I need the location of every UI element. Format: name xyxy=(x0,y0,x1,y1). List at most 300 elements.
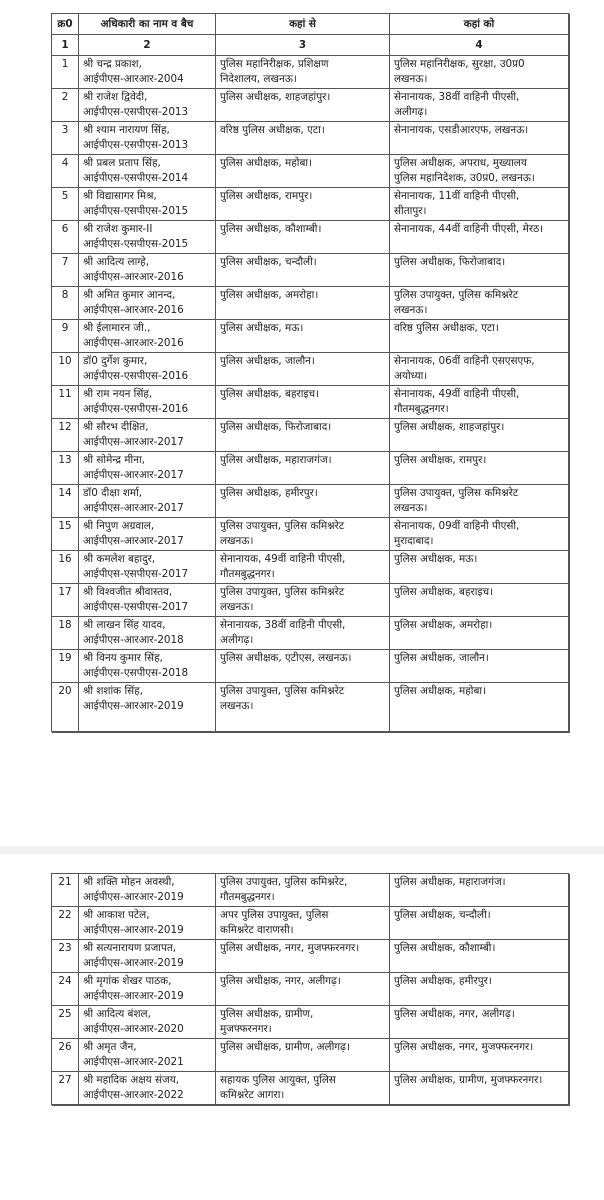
posting-from-line: पुलिस उपायुक्त, पुलिस कमिश्नरेट xyxy=(220,586,345,598)
officer-name-batch-line: श्री निपुण अग्रवाल, xyxy=(83,520,155,532)
officer-name-batch-line: आईपीएस-आरआर-2018 xyxy=(83,634,184,646)
header-to: कहां को xyxy=(390,14,569,35)
posting-from-line: पुलिस उपायुक्त, पुलिस कमिश्नरेट, xyxy=(220,876,348,888)
officer-name-batch-cell xyxy=(79,320,216,353)
officer-name-batch-cell xyxy=(79,353,216,386)
posting-to-line xyxy=(394,666,564,681)
posting-from-line: गौतमबुद्धनगर। xyxy=(220,568,275,580)
posting-to-line xyxy=(394,1055,564,1070)
posting-from-line xyxy=(220,138,385,153)
column-number: 3 xyxy=(216,35,390,56)
officer-name-batch-line: श्री विद्यासागर मिश्र, xyxy=(83,190,157,202)
posting-to-cell xyxy=(390,452,569,485)
posting-to-line: सेनानायक, 09वीं वाहिनी पीएसी, xyxy=(394,520,520,532)
posting-from-cell xyxy=(216,320,390,353)
posting-to-line xyxy=(394,138,564,153)
posting-from-line xyxy=(220,303,385,318)
posting-to-cell xyxy=(390,617,569,650)
officer-name-batch-line: श्री शक्ति मोहन अवस्थी, xyxy=(83,876,175,888)
posting-from-line: मुजफ्फरनगर। xyxy=(220,1023,272,1035)
officer-name-batch-cell xyxy=(79,617,216,650)
posting-from-cell xyxy=(216,973,390,1006)
posting-to-cell xyxy=(390,221,569,254)
posting-from-cell xyxy=(216,485,390,518)
posting-from-cell xyxy=(216,122,390,155)
posting-to-line: अलीगढ़। xyxy=(394,106,428,118)
table-row xyxy=(52,650,569,683)
posting-to-line xyxy=(394,956,564,971)
posting-to-cell xyxy=(390,874,569,907)
column-number: 1 xyxy=(52,35,79,56)
posting-from-cell xyxy=(216,89,390,122)
serial-number-cell: 22 xyxy=(52,907,79,940)
officer-name-batch-line: श्री विनय कुमार सिंह, xyxy=(83,652,163,664)
officer-name-batch-line: आईपीएस-एसपीएस-2016 xyxy=(83,370,189,382)
officer-name-batch-line: श्री सोमेन्द्र मीना, xyxy=(83,454,145,466)
posting-from-line xyxy=(220,105,385,120)
serial-number-cell: 23 xyxy=(52,940,79,973)
transfer-table-page-1 xyxy=(51,13,569,732)
officer-name-batch-line: श्री सौरभ दीक्षित, xyxy=(83,421,149,433)
posting-from-cell xyxy=(216,1006,390,1039)
table-row xyxy=(52,874,569,907)
posting-from-line xyxy=(220,435,385,450)
table-row xyxy=(52,386,569,419)
posting-from-line: पुलिस महानिरीक्षक, प्रशिक्षण xyxy=(220,58,329,70)
posting-from-cell xyxy=(216,551,390,584)
officer-name-batch-cell xyxy=(79,940,216,973)
table-row xyxy=(52,419,569,452)
serial-number-cell: 20 xyxy=(52,683,79,732)
posting-to-line: सेनानायक, 49वीं वाहिनी पीएसी, xyxy=(394,388,520,400)
posting-to-line xyxy=(394,1022,564,1037)
serial-number-cell: 12 xyxy=(52,419,79,452)
posting-from-line: पुलिस अधीक्षक, महाराजगंज। xyxy=(220,454,332,466)
serial-number-cell: 2 xyxy=(52,89,79,122)
posting-to-cell xyxy=(390,353,569,386)
posting-from-cell xyxy=(216,56,390,89)
posting-from-cell xyxy=(216,386,390,419)
posting-from-cell xyxy=(216,1072,390,1105)
posting-from-line xyxy=(220,956,385,971)
posting-from-cell xyxy=(216,683,390,732)
posting-from-line: पुलिस अधीक्षक, जालौन। xyxy=(220,355,315,367)
posting-to-cell xyxy=(390,1039,569,1072)
posting-to-line: पुलिस महानिदेशक, उ0प्र0, लखनऊ। xyxy=(394,172,535,184)
table-row xyxy=(52,973,569,1006)
officer-name-batch-line: आईपीएस-आरआर-2016 xyxy=(83,271,184,283)
posting-from-line: गौतमबुद्धनगर। xyxy=(220,891,275,903)
column-number-row xyxy=(52,35,569,56)
posting-to-cell xyxy=(390,89,569,122)
posting-to-line: पुलिस अधीक्षक, रामपुर। xyxy=(394,454,487,466)
posting-to-cell xyxy=(390,650,569,683)
posting-to-line: पुलिस अधीक्षक, जालौन। xyxy=(394,652,489,664)
posting-from-line: पुलिस अधीक्षक, नगर, मुजफ्फरनगर। xyxy=(220,942,360,954)
serial-number-cell: 16 xyxy=(52,551,79,584)
posting-to-line: पुलिस अधीक्षक, शाहजहांपुर। xyxy=(394,421,505,433)
officer-name-batch-cell xyxy=(79,254,216,287)
officer-name-batch-line: आईपीएस-आरआर-2020 xyxy=(83,1023,184,1035)
posting-to-cell xyxy=(390,188,569,221)
officer-name-batch-cell xyxy=(79,386,216,419)
officer-name-batch-line: आईपीएस-एसपीएस-2013 xyxy=(83,106,189,118)
posting-from-line xyxy=(220,468,385,483)
officer-name-batch-line: श्री अमित कुमार आनन्द, xyxy=(83,289,176,301)
posting-from-line xyxy=(220,171,385,186)
posting-to-line: सेनानायक, 06वीं वाहिनी एसएसएफ, xyxy=(394,355,535,367)
header-serial: क्र0 xyxy=(52,14,79,35)
table-row xyxy=(52,56,569,89)
posting-from-cell xyxy=(216,254,390,287)
posting-from-line: पुलिस अधीक्षक, रामपुर। xyxy=(220,190,313,202)
posting-to-cell xyxy=(390,551,569,584)
serial-number-cell: 9 xyxy=(52,320,79,353)
posting-to-line: पुलिस अधीक्षक, बहराइच। xyxy=(394,586,494,598)
posting-from-line xyxy=(220,336,385,351)
posting-from-line xyxy=(220,204,385,219)
posting-to-line xyxy=(394,923,564,938)
table-row xyxy=(52,155,569,188)
officer-name-batch-line: श्री आदित्य बंशल, xyxy=(83,1008,151,1020)
officer-name-batch-cell xyxy=(79,584,216,617)
posting-from-cell xyxy=(216,617,390,650)
table-row xyxy=(52,1039,569,1072)
officer-name-batch-line: श्री कमलेश बहादुर, xyxy=(83,553,156,565)
posting-from-cell xyxy=(216,419,390,452)
table-body xyxy=(52,56,569,732)
header-officer-name-batch: अधिकारी का नाम व बैच xyxy=(79,14,216,35)
officer-name-batch-line: श्री चन्द्र प्रकाश, xyxy=(83,58,142,70)
table-row xyxy=(52,683,569,732)
posting-to-line: सेनानायक, 38वीं वाहिनी पीएसी, xyxy=(394,91,520,103)
column-number: 2 xyxy=(79,35,216,56)
officer-name-batch-cell xyxy=(79,419,216,452)
table-row xyxy=(52,1006,569,1039)
posting-to-line: वरिष्ठ पुलिस अधीक्षक, एटा। xyxy=(394,322,499,334)
posting-from-line: पुलिस अधीक्षक, चन्दौली। xyxy=(220,256,317,268)
officer-name-batch-line: आईपीएस-एसपीएस-2018 xyxy=(83,667,189,679)
posting-from-line xyxy=(220,402,385,417)
posting-from-line xyxy=(220,1055,385,1070)
posting-from-line: अपर पुलिस उपायुक्त, पुलिस xyxy=(220,909,329,921)
posting-to-line xyxy=(394,567,564,582)
posting-from-line: पुलिस उपायुक्त, पुलिस कमिश्नरेट xyxy=(220,685,345,697)
serial-number-cell: 25 xyxy=(52,1006,79,1039)
posting-from-line: लखनऊ। xyxy=(220,601,254,613)
officer-name-batch-line: आईपीएस-आरआर-2021 xyxy=(83,1056,184,1068)
officer-name-batch-cell xyxy=(79,89,216,122)
officer-name-batch-line: श्री राम नयन सिंह, xyxy=(83,388,153,400)
posting-to-line: गौतमबुद्धनगर। xyxy=(394,403,449,415)
posting-to-line xyxy=(394,1088,564,1103)
officer-name-batch-cell xyxy=(79,874,216,907)
officer-name-batch-cell xyxy=(79,155,216,188)
posting-from-line: पुलिस उपायुक्त, पुलिस कमिश्नरेट xyxy=(220,520,345,532)
posting-to-line xyxy=(394,600,564,615)
posting-to-cell xyxy=(390,320,569,353)
posting-from-cell xyxy=(216,650,390,683)
table-row xyxy=(52,584,569,617)
officer-name-batch-line: आईपीएस-आरआर-2017 xyxy=(83,535,184,547)
posting-to-line: सीतापुर। xyxy=(394,205,427,217)
posting-to-cell xyxy=(390,584,569,617)
posting-from-line: पुलिस अधीक्षक, हमीरपुर। xyxy=(220,487,318,499)
posting-to-line xyxy=(394,468,564,483)
officer-name-batch-line: आईपीएस-आरआर-2016 xyxy=(83,304,184,316)
posting-from-cell xyxy=(216,452,390,485)
officer-name-batch-line: श्री श्याम नारायण सिंह, xyxy=(83,124,170,136)
posting-from-line xyxy=(220,369,385,384)
posting-to-line xyxy=(394,435,564,450)
officer-name-batch-line: डॉ0 दुर्गेश कुमार, xyxy=(83,355,148,367)
serial-number-cell: 19 xyxy=(52,650,79,683)
posting-to-line: पुलिस अधीक्षक, फिरोजाबाद। xyxy=(394,256,506,268)
posting-to-line: पुलिस अधीक्षक, ग्रामीण, मुजफ्फरनगर। xyxy=(394,1074,543,1086)
posting-from-cell xyxy=(216,353,390,386)
table-row xyxy=(52,353,569,386)
posting-from-line: पुलिस अधीक्षक, बहराइच। xyxy=(220,388,320,400)
serial-number-cell: 21 xyxy=(52,874,79,907)
posting-to-cell xyxy=(390,419,569,452)
officer-name-batch-line: श्री विश्वजीत श्रीवास्तव, xyxy=(83,586,173,598)
serial-number-cell: 3 xyxy=(52,122,79,155)
officer-name-batch-cell xyxy=(79,650,216,683)
posting-to-line: लखनऊ। xyxy=(394,502,428,514)
posting-to-line: मुरादाबाद। xyxy=(394,535,434,547)
posting-to-line: पुलिस अधीक्षक, मऊ। xyxy=(394,553,478,565)
officer-name-batch-line: श्री ईलामारन जी., xyxy=(83,322,151,334)
officer-name-batch-line: आईपीएस-एसपीएस-2015 xyxy=(83,205,189,217)
table-body xyxy=(52,874,569,1105)
table-row xyxy=(52,320,569,353)
header-from: कहां से xyxy=(216,14,390,35)
officer-name-batch-line: आईपीएस-आरआर-2019 xyxy=(83,924,184,936)
posting-to-line: पुलिस अधीक्षक, नगर, अलीगढ़। xyxy=(394,1008,515,1020)
table-row xyxy=(52,221,569,254)
posting-from-line: पुलिस अधीक्षक, अमरोहा। xyxy=(220,289,319,301)
posting-from-cell xyxy=(216,1039,390,1072)
table-row xyxy=(52,254,569,287)
officer-name-batch-line: श्री राजेश कुमार-II xyxy=(83,223,153,235)
serial-number-cell: 15 xyxy=(52,518,79,551)
officer-name-batch-line: डॉ0 दीक्षा शर्मा, xyxy=(83,487,143,499)
table-row xyxy=(52,287,569,320)
posting-to-cell xyxy=(390,907,569,940)
posting-from-line: पुलिस अधीक्षक, ग्रामीण, xyxy=(220,1008,314,1020)
posting-to-cell xyxy=(390,973,569,1006)
posting-to-line xyxy=(394,237,564,252)
header-row xyxy=(52,14,569,35)
posting-to-line: पुलिस अधीक्षक, महाराजगंज। xyxy=(394,876,506,888)
posting-to-cell xyxy=(390,254,569,287)
officer-name-batch-line: श्री मृगांक शेखर पाठक, xyxy=(83,975,172,987)
posting-to-cell xyxy=(390,287,569,320)
transfer-table-page-2 xyxy=(51,873,569,1105)
posting-from-line: लखनऊ। xyxy=(220,700,254,712)
posting-from-line xyxy=(220,237,385,252)
page-separator xyxy=(0,846,604,854)
posting-from-line: पुलिस अधीक्षक, महोबा। xyxy=(220,157,313,169)
serial-number-cell: 26 xyxy=(52,1039,79,1072)
posting-from-cell xyxy=(216,188,390,221)
posting-from-cell xyxy=(216,518,390,551)
officer-name-batch-cell xyxy=(79,1039,216,1072)
officer-name-batch-line: आईपीएस-एसपीएस-2015 xyxy=(83,238,189,250)
posting-to-line: पुलिस अधीक्षक, हमीरपुर। xyxy=(394,975,492,987)
posting-from-line: कमिश्नरेट आगरा। xyxy=(220,1089,285,1101)
posting-from-line xyxy=(220,989,385,1004)
posting-from-line: पुलिस अधीक्षक, मऊ। xyxy=(220,322,304,334)
posting-to-line xyxy=(394,270,564,285)
posting-from-cell xyxy=(216,155,390,188)
table-row xyxy=(52,940,569,973)
posting-to-cell xyxy=(390,56,569,89)
posting-from-cell xyxy=(216,221,390,254)
table-row xyxy=(52,907,569,940)
officer-name-batch-cell xyxy=(79,518,216,551)
table-row xyxy=(52,122,569,155)
posting-to-line: सेनानायक, 44वीं वाहिनी पीएसी, मेरठ। xyxy=(394,223,544,235)
officer-name-batch-line: आईपीएस-आरआर-2017 xyxy=(83,436,184,448)
officer-name-batch-cell xyxy=(79,221,216,254)
officer-name-batch-cell xyxy=(79,1072,216,1105)
posting-from-line: पुलिस अधीक्षक, ग्रामीण, अलीगढ़। xyxy=(220,1041,350,1053)
posting-to-line: सेनानायक, एसडीआरएफ, लखनऊ। xyxy=(394,124,529,136)
posting-to-line: सेनानायक, 11वीं वाहिनी पीएसी, xyxy=(394,190,520,202)
serial-number-cell: 18 xyxy=(52,617,79,650)
table-row xyxy=(52,1072,569,1105)
serial-number-cell: 17 xyxy=(52,584,79,617)
officer-name-batch-line: श्री महादिक अक्षय संजय, xyxy=(83,1074,180,1086)
posting-to-line: पुलिस अधीक्षक, महोबा। xyxy=(394,685,487,697)
table-row xyxy=(52,485,569,518)
posting-to-cell xyxy=(390,1072,569,1105)
officer-name-batch-cell xyxy=(79,1006,216,1039)
posting-from-line: निदेशालय, लखनऊ। xyxy=(220,73,297,85)
officer-name-batch-line: आईपीएस-आरआर-2004 xyxy=(83,73,184,85)
posting-from-cell xyxy=(216,874,390,907)
serial-number-cell: 8 xyxy=(52,287,79,320)
posting-from-line: पुलिस अधीक्षक, कौशाम्बी। xyxy=(220,223,322,235)
posting-from-line: कमिश्नरेट वाराणसी। xyxy=(220,924,294,936)
posting-from-line: अलीगढ़। xyxy=(220,634,254,646)
posting-to-cell xyxy=(390,940,569,973)
posting-to-line xyxy=(394,336,564,351)
officer-name-batch-line: श्री राजेश द्विवेदी, xyxy=(83,91,148,103)
officer-name-batch-line: श्री अमृत जैन, xyxy=(83,1041,137,1053)
officer-name-batch-line: आईपीएस-आरआर-2016 xyxy=(83,337,184,349)
officer-name-batch-cell xyxy=(79,188,216,221)
officer-name-batch-line: आईपीएस-आरआर-2019 xyxy=(83,957,184,969)
serial-number-cell: 6 xyxy=(52,221,79,254)
officer-name-batch-line: आईपीएस-आरआर-2022 xyxy=(83,1089,184,1101)
posting-from-line xyxy=(220,666,385,681)
serial-number-cell: 13 xyxy=(52,452,79,485)
officer-name-batch-line: श्री आकाश पटेल, xyxy=(83,909,150,921)
posting-from-line: पुलिस अधीक्षक, फिरोजाबाद। xyxy=(220,421,332,433)
officer-name-batch-cell xyxy=(79,551,216,584)
officer-name-batch-cell xyxy=(79,452,216,485)
posting-from-line: लखनऊ। xyxy=(220,535,254,547)
posting-to-line: पुलिस अधीक्षक, नगर, मुजफ्फरनगर। xyxy=(394,1041,534,1053)
officer-name-batch-line: श्री शशांक सिंह, xyxy=(83,685,143,697)
officer-name-batch-line: आईपीएस-आरआर-2017 xyxy=(83,502,184,514)
posting-from-line xyxy=(220,501,385,516)
posting-to-cell xyxy=(390,683,569,732)
serial-number-cell: 5 xyxy=(52,188,79,221)
posting-from-line xyxy=(220,270,385,285)
officer-name-batch-line: श्री प्रबल प्रताप सिंह, xyxy=(83,157,161,169)
officer-name-batch-line: आईपीएस-आरआर-2017 xyxy=(83,469,184,481)
table-row xyxy=(52,551,569,584)
table-row xyxy=(52,89,569,122)
posting-to-cell xyxy=(390,386,569,419)
officer-name-batch-cell xyxy=(79,485,216,518)
posting-to-line: पुलिस अधीक्षक, अमरोहा। xyxy=(394,619,493,631)
column-number: 4 xyxy=(390,35,569,56)
posting-to-line xyxy=(394,633,564,648)
officer-name-batch-line: श्री लाखन सिंह यादव, xyxy=(83,619,166,631)
officer-name-batch-cell xyxy=(79,287,216,320)
officer-name-batch-line: आईपीएस-एसपीएस-2017 xyxy=(83,601,189,613)
posting-to-line: पुलिस अधीक्षक, अपराध, मुख्यालय xyxy=(394,157,527,169)
officer-name-batch-cell xyxy=(79,122,216,155)
table-row xyxy=(52,518,569,551)
table-row xyxy=(52,452,569,485)
posting-from-line: वरिष्ठ पुलिस अधीक्षक, एटा। xyxy=(220,124,325,136)
officer-name-batch-line: आईपीएस-एसपीएस-2014 xyxy=(83,172,189,184)
posting-from-cell xyxy=(216,584,390,617)
posting-to-cell xyxy=(390,155,569,188)
serial-number-cell: 1 xyxy=(52,56,79,89)
officer-name-batch-cell xyxy=(79,973,216,1006)
posting-from-cell xyxy=(216,940,390,973)
posting-to-line: पुलिस उपायुक्त, पुलिस कमिश्नरेट xyxy=(394,289,519,301)
officer-name-batch-cell xyxy=(79,56,216,89)
posting-from-line: सेनानायक, 38वीं वाहिनी पीएसी, xyxy=(220,619,346,631)
table-row xyxy=(52,188,569,221)
posting-to-line: लखनऊ। xyxy=(394,73,428,85)
posting-to-line: लखनऊ। xyxy=(394,304,428,316)
serial-number-cell: 11 xyxy=(52,386,79,419)
posting-to-cell xyxy=(390,1006,569,1039)
officer-name-batch-cell xyxy=(79,907,216,940)
posting-to-line: पुलिस अधीक्षक, चन्दौली। xyxy=(394,909,491,921)
posting-to-line xyxy=(394,989,564,1004)
posting-to-line xyxy=(394,699,564,714)
posting-to-line: पुलिस अधीक्षक, कौशाम्बी। xyxy=(394,942,496,954)
officer-name-batch-cell xyxy=(79,683,216,732)
posting-to-cell xyxy=(390,518,569,551)
serial-number-cell: 10 xyxy=(52,353,79,386)
posting-from-line: पुलिस अधीक्षक, शाहजहांपुर। xyxy=(220,91,331,103)
serial-number-cell: 24 xyxy=(52,973,79,1006)
posting-from-line: सेनानायक, 49वीं वाहिनी पीएसी, xyxy=(220,553,346,565)
posting-to-cell xyxy=(390,485,569,518)
serial-number-cell: 27 xyxy=(52,1072,79,1105)
serial-number-cell: 14 xyxy=(52,485,79,518)
officer-name-batch-line: आईपीएस-आरआर-2019 xyxy=(83,700,184,712)
posting-from-line: पुलिस अधीक्षक, नगर, अलीगढ़। xyxy=(220,975,341,987)
posting-from-cell xyxy=(216,907,390,940)
officer-name-batch-line: श्री सत्यनारायण प्रजापत, xyxy=(83,942,177,954)
posting-to-line xyxy=(394,890,564,905)
posting-from-cell xyxy=(216,287,390,320)
officer-name-batch-line: आईपीएस-आरआर-2019 xyxy=(83,891,184,903)
officer-name-batch-line: आईपीएस-एसपीएस-2013 xyxy=(83,139,189,151)
officer-name-batch-line: आईपीएस-एसपीएस-2017 xyxy=(83,568,189,580)
